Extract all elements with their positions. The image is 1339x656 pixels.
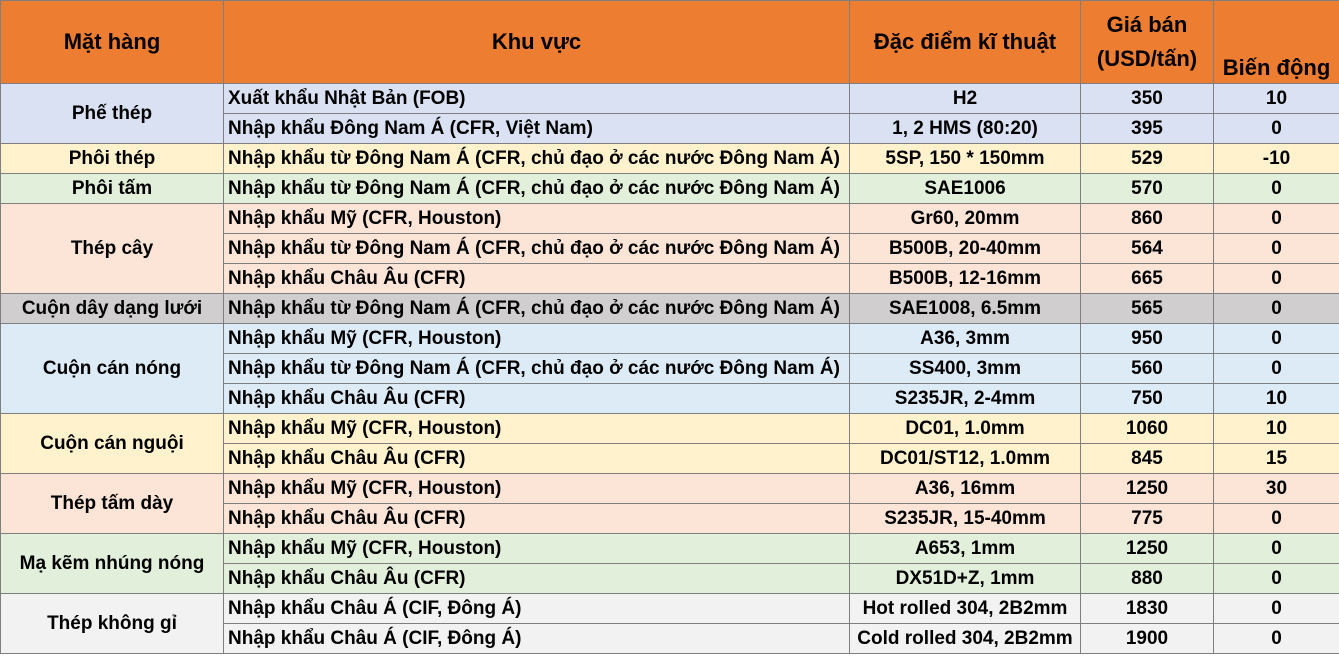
- spec-cell: A36, 3mm: [850, 324, 1081, 354]
- change-cell: -10: [1214, 144, 1339, 174]
- region-cell: Nhập khẩu Mỹ (CFR, Houston): [224, 324, 850, 354]
- change-cell: 0: [1214, 594, 1339, 624]
- region-cell: Nhập khẩu Mỹ (CFR, Houston): [224, 414, 850, 444]
- spec-cell: H2: [850, 84, 1081, 114]
- price-cell: 570: [1081, 174, 1214, 204]
- header-row: [1, 1, 1339, 84]
- header-price: [1081, 1, 1214, 84]
- price-cell: 665: [1081, 264, 1214, 294]
- price-cell: 880: [1081, 564, 1214, 594]
- region-cell: Nhập khẩu Châu Âu (CFR): [224, 444, 850, 474]
- table-row: [1, 144, 1339, 174]
- spec-cell: DX51D+Z, 1mm: [850, 564, 1081, 594]
- price-cell: 1830: [1081, 594, 1214, 624]
- price-cell: 565: [1081, 294, 1214, 324]
- price-cell: 1060: [1081, 414, 1214, 444]
- product-category: Phôi thép: [1, 144, 224, 174]
- change-cell: 0: [1214, 234, 1339, 264]
- region-cell: Nhập khẩu Châu Âu (CFR): [224, 264, 850, 294]
- table-row: [1, 474, 1339, 504]
- product-category: Cuộn dây dạng lưới: [1, 294, 224, 324]
- region-cell: Nhập khẩu Châu Á (CIF, Đông Á): [224, 624, 850, 654]
- change-cell: 0: [1214, 264, 1339, 294]
- change-cell: 0: [1214, 174, 1339, 204]
- price-cell: 560: [1081, 354, 1214, 384]
- change-cell: 0: [1214, 294, 1339, 324]
- product-category: Thép tấm dày: [1, 474, 224, 534]
- change-cell: 0: [1214, 624, 1339, 654]
- header-price-line2: (USD/tấn): [1096, 46, 1198, 71]
- price-cell: 350: [1081, 84, 1214, 114]
- price-cell: 950: [1081, 324, 1214, 354]
- product-category: Phôi tấm: [1, 174, 224, 204]
- region-cell: Nhập khẩu từ Đông Nam Á (CFR, chủ đạo ở các nước Đông Nam Á): [224, 234, 850, 264]
- spec-cell: DC01/ST12, 1.0mm: [850, 444, 1081, 474]
- change-cell: 10: [1214, 414, 1339, 444]
- price-cell: 564: [1081, 234, 1214, 264]
- spec-cell: 5SP, 150 * 150mm: [850, 144, 1081, 174]
- price-cell: 529: [1081, 144, 1214, 174]
- price-cell: 1250: [1081, 474, 1214, 504]
- spec-cell: S235JR, 2-4mm: [850, 384, 1081, 414]
- table-row: [1, 414, 1339, 444]
- change-cell: 10: [1214, 384, 1339, 414]
- table-row: [1, 204, 1339, 234]
- product-category: Thép cây: [1, 204, 224, 294]
- table-row: [1, 324, 1339, 354]
- region-cell: Nhập khẩu từ Đông Nam Á (CFR, chủ đạo ở các nước Đông Nam Á): [224, 144, 850, 174]
- region-cell: Nhập khẩu Châu Âu (CFR): [224, 384, 850, 414]
- spec-cell: Hot rolled 304, 2B2mm: [850, 594, 1081, 624]
- spec-cell: 1, 2 HMS (80:20): [850, 114, 1081, 144]
- table-row: [1, 174, 1339, 204]
- product-category: Mạ kẽm nhúng nóng: [1, 534, 224, 594]
- spec-cell: Gr60, 20mm: [850, 204, 1081, 234]
- change-cell: 0: [1214, 504, 1339, 534]
- spec-cell: Cold rolled 304, 2B2mm: [850, 624, 1081, 654]
- table-body: [1, 84, 1339, 654]
- table-row: [1, 534, 1339, 564]
- change-cell: 30: [1214, 474, 1339, 504]
- product-category: Cuộn cán nóng: [1, 324, 224, 414]
- change-cell: 15: [1214, 444, 1339, 474]
- change-cell: 0: [1214, 564, 1339, 594]
- region-cell: Nhập khẩu Đông Nam Á (CFR, Việt Nam): [224, 114, 850, 144]
- region-cell: Nhập khẩu từ Đông Nam Á (CFR, chủ đạo ở các nước Đông Nam Á): [224, 174, 850, 204]
- change-cell: 0: [1214, 204, 1339, 234]
- region-cell: Nhập khẩu Mỹ (CFR, Houston): [224, 474, 850, 504]
- spec-cell: DC01, 1.0mm: [850, 414, 1081, 444]
- price-cell: 395: [1081, 114, 1214, 144]
- region-cell: Nhập khẩu Mỹ (CFR, Houston): [224, 204, 850, 234]
- spec-cell: A36, 16mm: [850, 474, 1081, 504]
- product-category: Cuộn cán nguội: [1, 414, 224, 474]
- region-cell: Xuất khẩu Nhật Bản (FOB): [224, 84, 850, 114]
- region-cell: Nhập khẩu từ Đông Nam Á (CFR, chủ đạo ở các nước Đông Nam Á): [224, 354, 850, 384]
- change-cell: 0: [1214, 534, 1339, 564]
- spec-cell: SAE1006: [850, 174, 1081, 204]
- spec-cell: S235JR, 15-40mm: [850, 504, 1081, 534]
- change-cell: 0: [1214, 354, 1339, 384]
- spec-cell: B500B, 12-16mm: [850, 264, 1081, 294]
- header-price-line1: Giá bán: [1106, 12, 1188, 37]
- product-category: Phế thép: [1, 84, 224, 144]
- region-cell: Nhập khẩu Châu Á (CIF, Đông Á): [224, 594, 850, 624]
- table-row: [1, 294, 1339, 324]
- spec-cell: SAE1008, 6.5mm: [850, 294, 1081, 324]
- region-cell: Nhập khẩu Mỹ (CFR, Houston): [224, 534, 850, 564]
- header-change: Biến động: [1214, 1, 1339, 84]
- change-cell: 10: [1214, 84, 1339, 114]
- spec-cell: A653, 1mm: [850, 534, 1081, 564]
- price-cell: 775: [1081, 504, 1214, 534]
- change-cell: 0: [1214, 324, 1339, 354]
- table-row: [1, 84, 1339, 114]
- price-cell: 1900: [1081, 624, 1214, 654]
- price-cell: 750: [1081, 384, 1214, 414]
- price-cell: 1250: [1081, 534, 1214, 564]
- price-cell: 845: [1081, 444, 1214, 474]
- header-spec: Đặc điểm kĩ thuật: [850, 1, 1081, 84]
- region-cell: Nhập khẩu từ Đông Nam Á (CFR, chủ đạo ở các nước Đông Nam Á): [224, 294, 850, 324]
- header-region: Khu vực: [224, 1, 850, 84]
- spec-cell: B500B, 20-40mm: [850, 234, 1081, 264]
- region-cell: Nhập khẩu Châu Âu (CFR): [224, 564, 850, 594]
- product-category: Thép không gỉ: [1, 594, 224, 654]
- table-row: [1, 594, 1339, 624]
- change-cell: 0: [1214, 114, 1339, 144]
- price-cell: 860: [1081, 204, 1214, 234]
- spec-cell: SS400, 3mm: [850, 354, 1081, 384]
- region-cell: Nhập khẩu Châu Âu (CFR): [224, 504, 850, 534]
- header-product: Mặt hàng: [1, 1, 224, 84]
